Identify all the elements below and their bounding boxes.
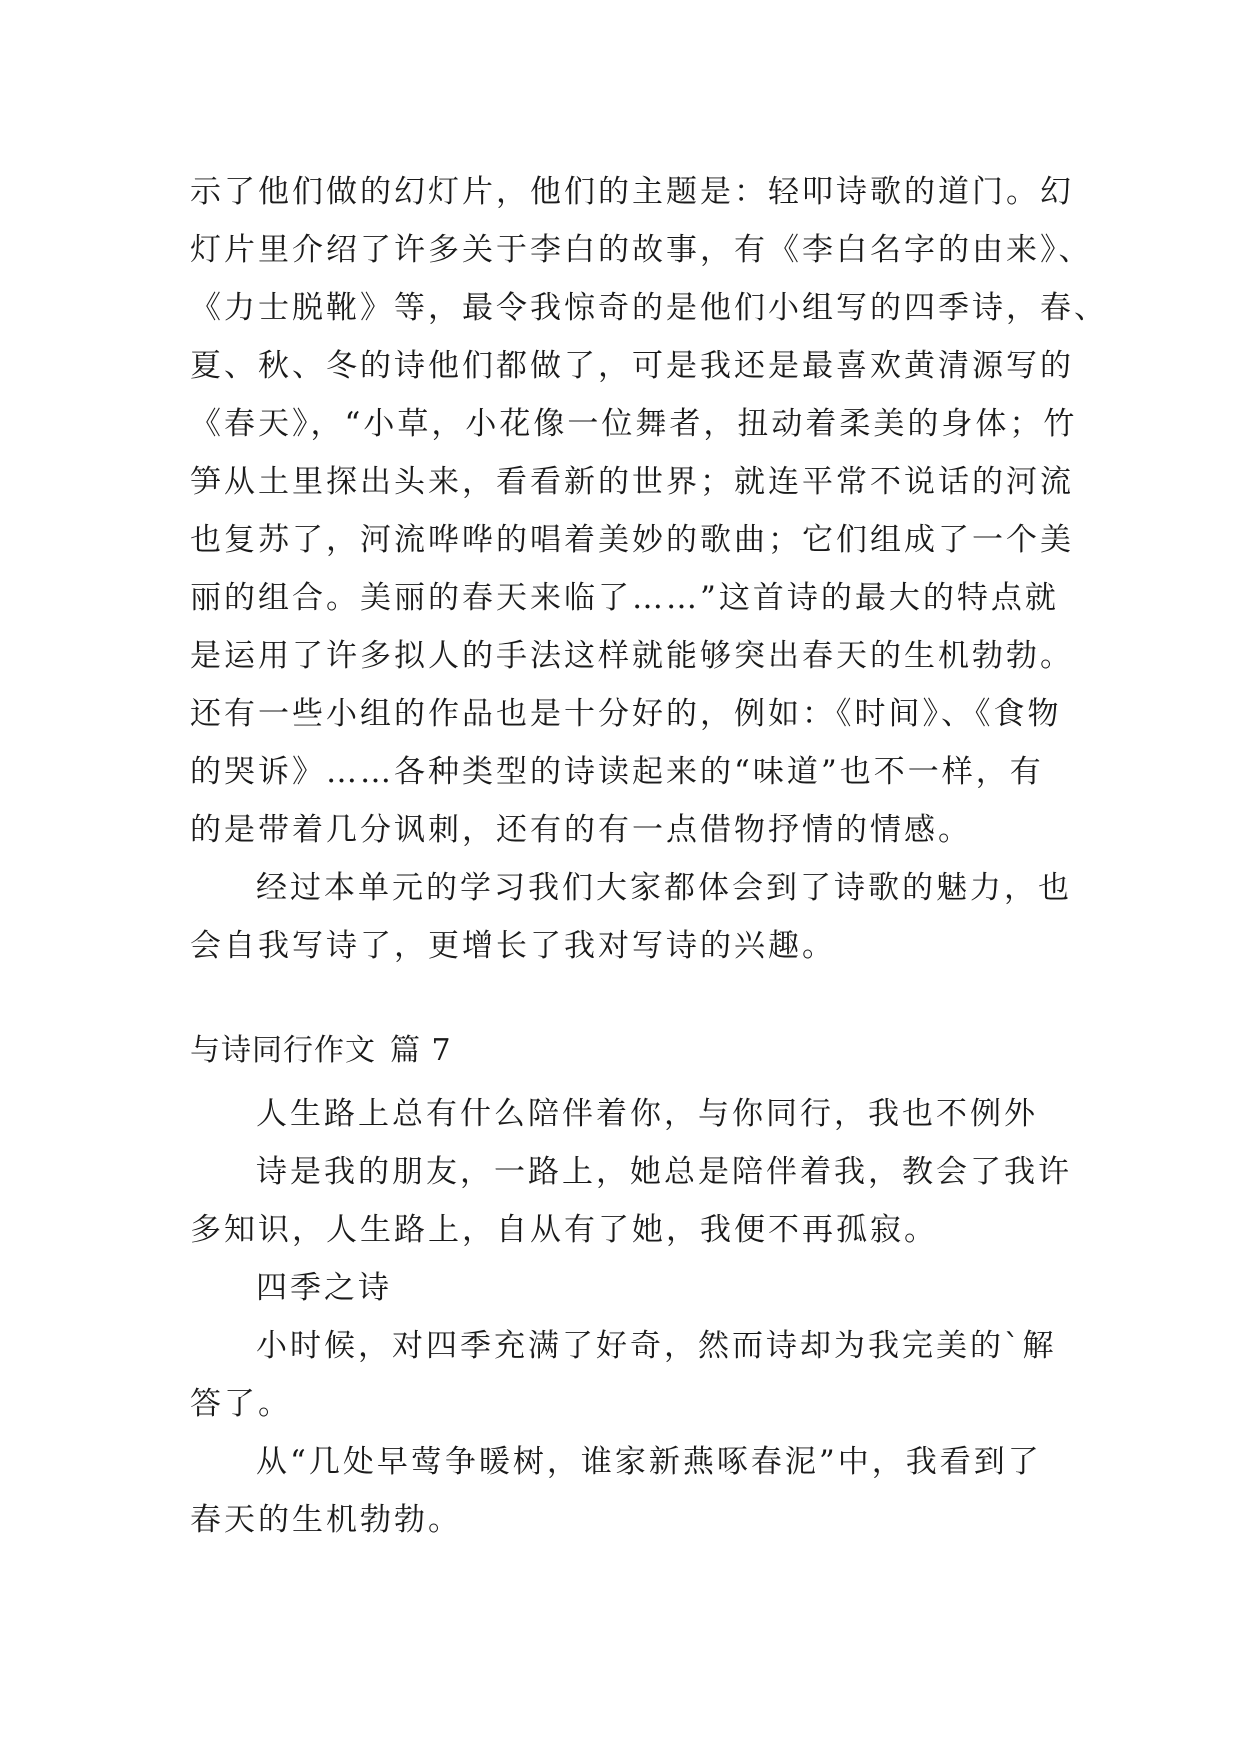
body-text-section-1 bbox=[190, 163, 1108, 975]
text-line: 《春天》，“小草，小花像一位舞者，扭动着柔美的身体；竹 bbox=[190, 406, 1078, 442]
text-line: 春天的生机勃勃。 bbox=[190, 1502, 462, 1538]
text-line: 答了。 bbox=[190, 1386, 292, 1422]
subheading-line: 四季之诗 bbox=[256, 1270, 392, 1306]
body-text-section-2 bbox=[190, 1085, 1090, 1549]
section-heading bbox=[190, 1031, 452, 1071]
text-line: 夏、秋、冬的诗他们都做了，可是我还是最喜欢黄清源写的 bbox=[190, 348, 1074, 384]
heading-title: 与诗同行作文 bbox=[190, 1033, 376, 1068]
text-line: 会自我写诗了，更增长了我对写诗的兴趣。 bbox=[190, 928, 836, 964]
text-line: 还有一些小组的作品也是十分好的，例如：《时间》、《食物 bbox=[190, 696, 1062, 732]
text-line-indented: 经过本单元的学习我们大家都体会到了诗歌的魅力，也 bbox=[256, 870, 1072, 906]
text-line: 灯片里介绍了许多关于李白的故事，有《李白名字的由来》、 bbox=[190, 232, 1093, 268]
text-line: 笋从土里探出头来，看看新的世界；就连平常不说话的河流 bbox=[190, 464, 1074, 500]
text-line: 也复苏了，河流哗哗的唱着美妙的歌曲；它们组成了一个美 bbox=[190, 522, 1074, 558]
text-line: 是运用了许多拟人的手法这样就能够突出春天的生机勃勃。 bbox=[190, 638, 1074, 674]
text-line-indented: 诗是我的朋友，一路上，她总是陪伴着我，教会了我许 bbox=[256, 1154, 1072, 1190]
text-line-indented: 小时候，对四季充满了好奇，然而诗却为我完美的`解 bbox=[256, 1328, 1057, 1364]
text-line: 丽的组合。美丽的春天来临了……”这首诗的最大的特点就 bbox=[190, 580, 1059, 616]
text-line: 的是带着几分讽刺，还有的有一点借物抒情的情感。 bbox=[190, 812, 972, 848]
text-line: 的哭诉》……各种类型的诗读起来的“味道”也不一样，有 bbox=[190, 754, 1044, 790]
text-line: 《力士脱靴》等，最令我惊奇的是他们小组写的四季诗，春、 bbox=[190, 290, 1108, 326]
heading-number: 篇 7 bbox=[390, 1033, 452, 1068]
text-line: 多知识，人生路上，自从有了她，我便不再孤寂。 bbox=[190, 1212, 938, 1248]
text-line-indented: 人生路上总有什么陪伴着你，与你同行，我也不例外 bbox=[256, 1096, 1038, 1132]
text-line: 示了他们做的幻灯片，他们的主题是：轻叩诗歌的道门。幻 bbox=[190, 174, 1074, 210]
text-line-indented: 从“几处早莺争暖树，谁家新燕啄春泥”中，我看到了 bbox=[256, 1444, 1042, 1480]
